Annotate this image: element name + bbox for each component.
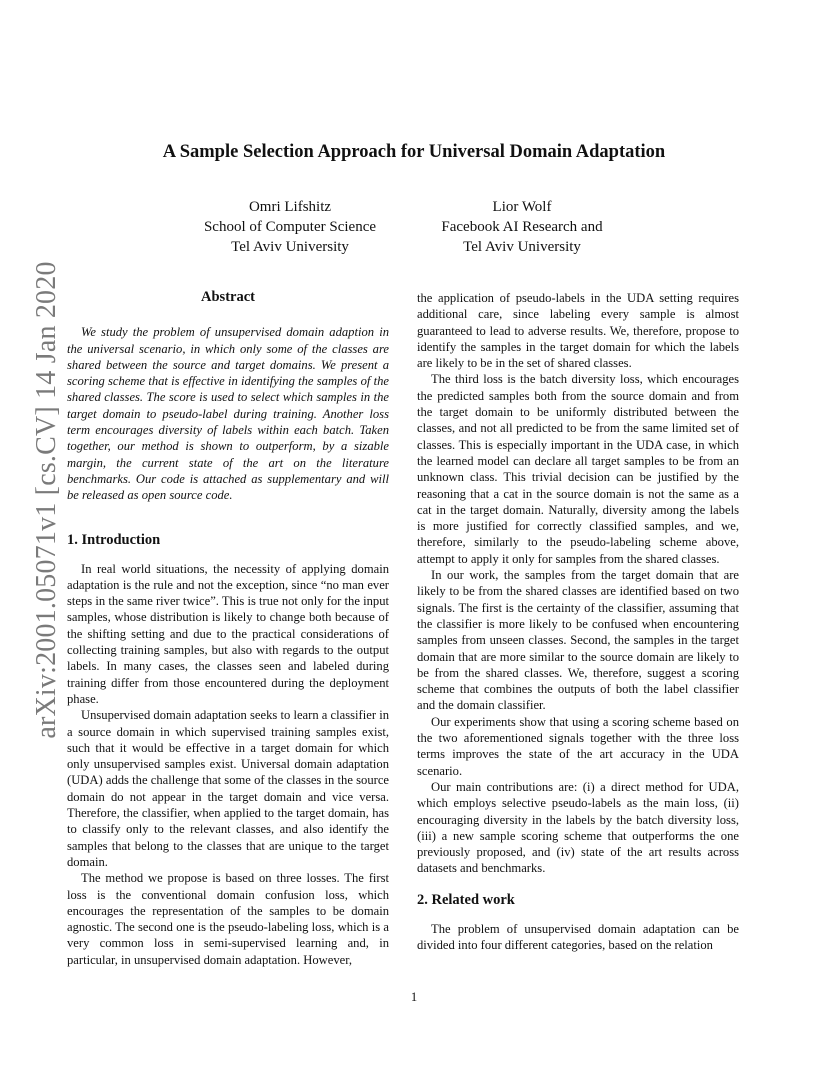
author-name: Lior Wolf [492, 199, 552, 215]
author-affiliation: Tel Aviv University [231, 239, 349, 255]
abstract-text: We study the problem of unsupervised domain adaption in the universal scenario, in which only some of the classes are shared between the source and target domains. We present a scoring scheme that is effective in identifying the samples of the shared classes. The score is used to select which samples in the target domain to pseudo-label during training. Another loss term encourages diversity of labels within each batch. Taken together, our method is shown to outperform, by a sizable margin, the current state of the art on the literature benchmarks. Our code is attached as supplementary and will be released as open source code. [67, 325, 389, 503]
author-block-1 [190, 197, 390, 257]
section-heading-introduction: 1. Introduction [67, 531, 161, 548]
paragraph: Our experiments show that using a scoring scheme based on the two aforementioned signals together with the three loss terms improves the state of the art accuracy in the UDA scenario. [417, 714, 739, 778]
abstract-heading: Abstract [201, 289, 255, 305]
paper-title: A Sample Selection Approach for Universal Domain Adaptation [162, 142, 666, 162]
page-number: 1 [410, 990, 418, 1004]
author-affiliation: Facebook AI Research and [441, 219, 603, 235]
paragraph: In our work, the samples from the target domain that are likely to be from the shared classes are identified based on two signals. The first is the certainty of the classifier, assuming that the classifier is more likely to be confused when encountering samples from unseen classes. Second, the samples in the target domain that are more similar to the source domain are likely to be from the shared classes. We, therefore, suggest a scoring scheme that combines the outputs of both the label classifier and the domain classifier. [417, 568, 739, 713]
paragraph-continuation: the application of pseudo-labels in the UDA setting requires additional care, since labeling every sample is almost guaranteed to lead to adverse results. We, therefore, propose to identify the samples in the target domain for which the labels are likely to be in the set of shared classes. [417, 291, 739, 371]
paragraph: The third loss is the batch diversity loss, which encourages the predicted samples both from the source domain and from the target domain to be uniformly distributed between the classes, and not all predicted to be from the same limited set of classes. This is especially important in the UDA case, in which the learned model can declare all target samples to be from an unknown class. This trivial decision can be justified by the reasoning that a cat in the source domain is not the same as a cat in the target domain. Naturally, diversity among the labels is more justified for correctly classified samples, and we, therefore, similarly to the pseudo-labeling scheme above, attempt to apply it only for samples from the shared classes. [417, 372, 739, 566]
left-column [67, 289, 389, 968]
arxiv-identifier-stamp: arXiv:2001.05071v1 [cs.CV] 14 Jan 2020 [31, 261, 62, 739]
paragraph: The method we propose is based on three losses. The first loss is the conventional domain confusion loss, which encourages the representation of the samples to be domain agnostic. The second one is the pseudo-labeling loss, which is a very common loss in semi-supervised learning and, in particular, in unsupervised domain adaptation. However, [67, 871, 389, 967]
paragraph: The problem of unsupervised domain adaptation can be divided into four different categories, based on the relation [417, 921, 739, 952]
author-name: Omri Lifshitz [248, 199, 332, 215]
section-heading-related-work: 2. Related work [417, 891, 515, 908]
author-affiliation: School of Computer Science [203, 219, 377, 235]
author-block-2 [422, 197, 622, 257]
paragraph: Unsupervised domain adaptation seeks to learn a classifier in a source domain in which supervised training samples exist, such that it would be effective in a target domain for which only unsupervised samples exist. Universal domain adaptation (UDA) adds the challenge that some of the classes in the source domain do not appear in the target domain and vice versa. Therefore, the classifier, when applied to the target domain, has to classify only to the relevant classes, and also identify the samples that belong to the classes that are unique to the target domain. [67, 708, 389, 869]
author-affiliation: Tel Aviv University [463, 239, 581, 255]
paragraph: Our main contributions are: (i) a direct method for UDA, which employs selective pseudo-labels as the main loss, (ii) encouraging diversity in the labels by the batch diversity loss, (iii) a new sample scoring scheme that outperforms the one previously proposed, and (iv) state of the art results across datasets and benchmarks. [417, 779, 739, 876]
paragraph: In real world situations, the necessity of applying domain adaptation is the rule and not the exception, since “no man ever steps in the same river twice”. This is true not only for the input samples, whose distribution is likely to change both because of the shifting setting and due to the practical considerations of collecting training samples, but also with regards to the output labels. In many cases, the classes seen and labeled during training differ from those encountered during the deployment phase. [67, 561, 389, 706]
right-column [417, 290, 739, 953]
